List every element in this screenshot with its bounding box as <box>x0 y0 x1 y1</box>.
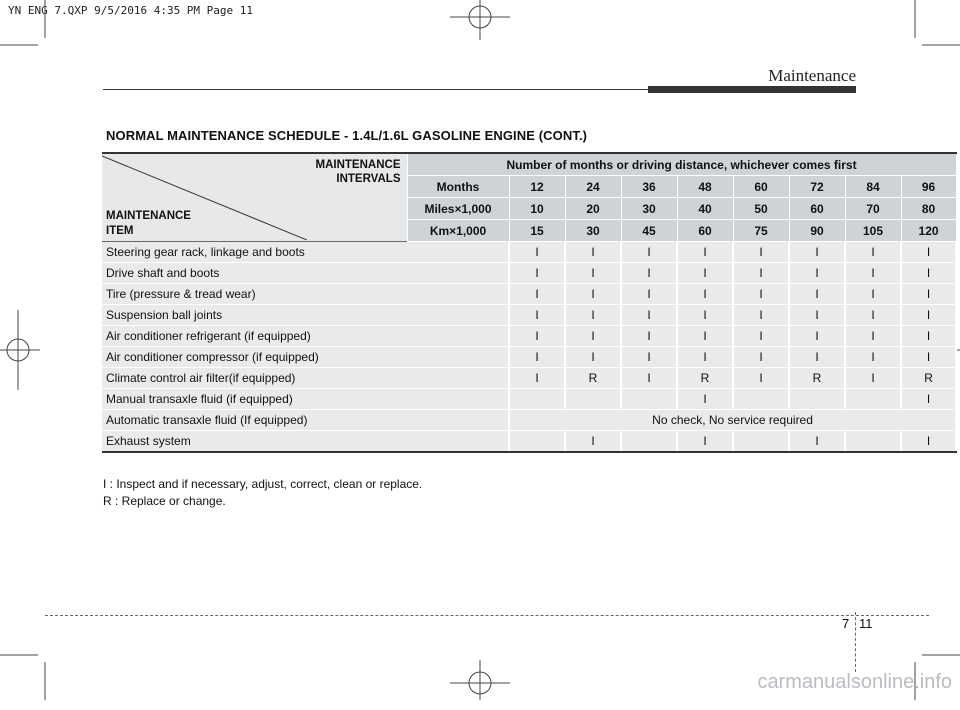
scale-value: 40 <box>677 198 733 220</box>
section-title: NORMAL MAINTENANCE SCHEDULE - 1.4L/1.6L GASOLINE ENGINE (CONT.) <box>106 128 588 143</box>
service-action: I <box>901 347 956 368</box>
service-action: I <box>733 347 789 368</box>
service-action <box>845 389 901 410</box>
scale-value: 84 <box>845 176 901 198</box>
table-row <box>102 431 956 453</box>
service-action <box>789 389 845 410</box>
registration-mark-left <box>0 310 40 390</box>
service-action: I <box>789 242 845 263</box>
scale-value: 60 <box>789 198 845 220</box>
service-action: I <box>677 242 733 263</box>
service-action: I <box>733 242 789 263</box>
service-action: I <box>789 305 845 326</box>
service-action: I <box>845 326 901 347</box>
scale-value: 48 <box>677 176 733 198</box>
service-action: I <box>677 389 733 410</box>
registration-mark-bottom <box>450 660 510 710</box>
scale-value: 80 <box>901 198 956 220</box>
service-action: I <box>845 347 901 368</box>
service-action <box>565 389 621 410</box>
scale-value: 75 <box>733 220 789 242</box>
footer-rule <box>45 615 929 616</box>
service-action: I <box>789 326 845 347</box>
service-action: I <box>677 326 733 347</box>
table-row <box>102 368 956 389</box>
service-action: I <box>565 305 621 326</box>
scale-value: 105 <box>845 220 901 242</box>
service-action: I <box>677 284 733 305</box>
print-slug: YN ENG 7.QXP 9/5/2016 4:35 PM Page 11 <box>8 4 254 17</box>
page-number-divider <box>855 612 856 672</box>
table-row <box>102 347 956 368</box>
service-action: I <box>565 347 621 368</box>
registration-mark-top <box>450 0 510 50</box>
service-action: I <box>677 305 733 326</box>
service-action: I <box>789 347 845 368</box>
maintenance-item: Steering gear rack, linkage and boots <box>102 242 509 263</box>
service-action <box>621 389 677 410</box>
maintenance-item: Automatic transaxle fluid (If equipped) <box>102 410 509 431</box>
table-row <box>102 242 956 263</box>
service-action: I <box>845 368 901 389</box>
maintenance-item: Drive shaft and boots <box>102 263 509 284</box>
service-action: I <box>621 347 677 368</box>
maintenance-item: Air conditioner compressor (if equipped) <box>102 347 509 368</box>
maintenance-item: Air conditioner refrigerant (if equipped) <box>102 326 509 347</box>
scale-value: 90 <box>789 220 845 242</box>
service-action: I <box>509 368 565 389</box>
scale-label: Km×1,000 <box>407 220 509 242</box>
chapter-number: 7 <box>842 616 850 631</box>
scale-value: 70 <box>845 198 901 220</box>
corner-intervals-label: MAINTENANCE INTERVALS <box>315 159 401 185</box>
service-action: I <box>509 305 565 326</box>
maintenance-schedule-table <box>102 152 957 453</box>
service-action: I <box>677 263 733 284</box>
scale-value: 10 <box>509 198 565 220</box>
table-row <box>102 326 956 347</box>
service-action: I <box>845 263 901 284</box>
service-action <box>733 389 789 410</box>
service-action: I <box>845 284 901 305</box>
watermark: carmanualsonline.info <box>757 671 952 693</box>
span-header-row <box>102 153 956 176</box>
maintenance-item: Tire (pressure & tread wear) <box>102 284 509 305</box>
table-row <box>102 263 956 284</box>
service-action: I <box>733 284 789 305</box>
service-action: I <box>621 368 677 389</box>
service-action: I <box>509 263 565 284</box>
table-row <box>102 389 956 410</box>
corner-item-label: MAINTENANCE ITEM <box>106 210 191 237</box>
header-accent-bar <box>648 86 856 93</box>
service-action <box>621 431 677 453</box>
service-action: I <box>845 242 901 263</box>
service-action: I <box>901 284 956 305</box>
service-action: I <box>621 305 677 326</box>
scale-label: Months <box>407 176 509 198</box>
service-note: No check, No service required <box>509 410 956 431</box>
service-action: I <box>901 389 956 410</box>
running-header-title: Maintenance <box>768 66 856 85</box>
service-action <box>845 431 901 453</box>
scale-value: 96 <box>901 176 956 198</box>
maintenance-item: Climate control air filter(if equipped) <box>102 368 509 389</box>
service-action: I <box>565 326 621 347</box>
scale-value: 30 <box>565 220 621 242</box>
service-action: I <box>733 326 789 347</box>
scale-value: 24 <box>565 176 621 198</box>
service-action: I <box>509 347 565 368</box>
scale-value: 20 <box>565 198 621 220</box>
table-row <box>102 305 956 326</box>
service-action: R <box>677 368 733 389</box>
service-action: I <box>565 431 621 453</box>
service-action: I <box>621 284 677 305</box>
legend-replace: R : Replace or change. <box>103 494 226 508</box>
scale-value: 60 <box>733 176 789 198</box>
scale-value: 30 <box>621 198 677 220</box>
service-action: I <box>509 326 565 347</box>
legend <box>103 476 422 510</box>
table-row <box>102 410 956 431</box>
service-action: I <box>901 242 956 263</box>
service-action: I <box>621 326 677 347</box>
table-row <box>102 284 956 305</box>
service-action: I <box>901 326 956 347</box>
service-action: I <box>621 263 677 284</box>
service-action: I <box>677 347 733 368</box>
legend-inspect: I : Inspect and if necessary, adjust, correct, clean or replace. <box>103 477 423 491</box>
scale-value: 50 <box>733 198 789 220</box>
scale-value: 12 <box>509 176 565 198</box>
scale-value: 120 <box>901 220 956 242</box>
maintenance-item: Suspension ball joints <box>102 305 509 326</box>
service-action: I <box>733 368 789 389</box>
service-action <box>509 389 565 410</box>
maintenance-item: Manual transaxle fluid (if equipped) <box>102 389 509 410</box>
service-action: I <box>565 242 621 263</box>
service-action: I <box>789 284 845 305</box>
service-action: R <box>789 368 845 389</box>
scale-value: 36 <box>621 176 677 198</box>
scale-value: 15 <box>509 220 565 242</box>
scale-value: 72 <box>789 176 845 198</box>
service-action: I <box>789 431 845 453</box>
service-action: I <box>901 305 956 326</box>
page-number: 11 <box>859 616 873 631</box>
service-action: I <box>733 263 789 284</box>
service-action <box>509 431 565 453</box>
service-action <box>733 431 789 453</box>
service-action: I <box>509 242 565 263</box>
service-action: I <box>509 284 565 305</box>
service-action: I <box>789 263 845 284</box>
scale-label: Miles×1,000 <box>407 198 509 220</box>
scale-value: 45 <box>621 220 677 242</box>
service-action: I <box>901 263 956 284</box>
service-action: I <box>901 431 956 453</box>
span-header: Number of months or driving distance, whichever comes first <box>407 153 956 176</box>
service-action: R <box>565 368 621 389</box>
service-action: I <box>565 284 621 305</box>
maintenance-item: Exhaust system <box>102 431 509 453</box>
scale-value: 60 <box>677 220 733 242</box>
service-action: I <box>565 263 621 284</box>
service-action: I <box>845 305 901 326</box>
service-action: I <box>621 242 677 263</box>
service-action: R <box>901 368 956 389</box>
service-action: I <box>733 305 789 326</box>
table-corner-cell <box>102 153 407 242</box>
service-action: I <box>677 431 733 453</box>
